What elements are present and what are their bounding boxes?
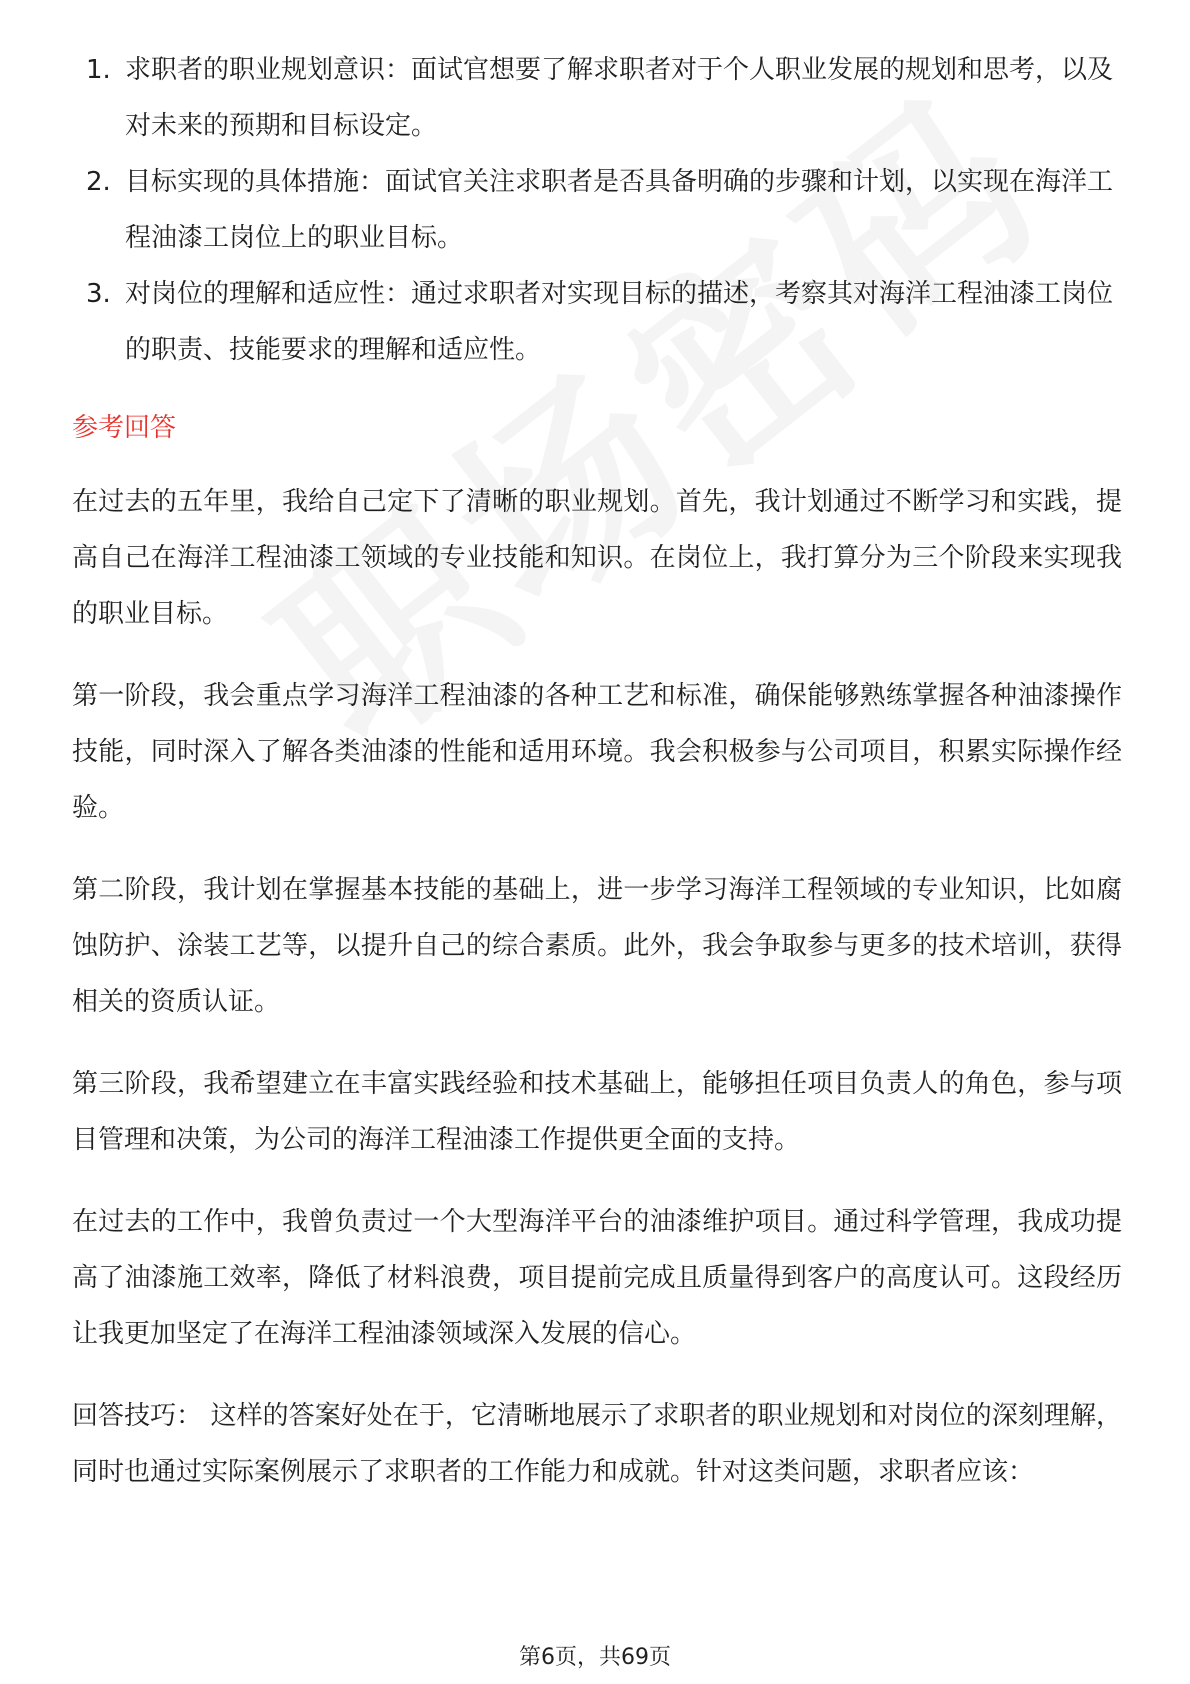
list-item-text: 对岗位的理解和适应性：通过求职者对实现目标的描述，考察其对海洋工程油漆工岗位的职责、技能要求的理解和适应性。 bbox=[125, 279, 1114, 365]
paragraph: 第一阶段，我会重点学习海洋工程油漆的各种工艺和标准，确保能够熟练掌握各种油漆操作技能，同时深入了解各类油漆的性能和适用环境。我会积极参与公司项目，积累实际操作经验。 bbox=[72, 681, 1122, 823]
section-title: 参考回答 bbox=[72, 413, 177, 443]
paragraph: 在过去的五年里，我给自己定下了清晰的职业规划。首先，我计划通过不断学习和实践，提高自己在海洋工程油漆工领域的专业技能和知识。在岗位上，我打算分为三个阶段来实现我的职业目标。 bbox=[72, 487, 1122, 629]
list-item bbox=[72, 42, 1122, 154]
list-item-text: 求职者的职业规划意识：面试官想要了解求职者对于个人职业发展的规划和思考，以及对未来的预期和目标设定。 bbox=[125, 55, 1114, 141]
list-item-number: 3. bbox=[86, 279, 111, 309]
list-item-number: 2. bbox=[86, 167, 111, 197]
paragraph: 回答技巧： 这样的答案好处在于，它清晰地展示了求职者的职业规划和对岗位的深刻理解，同时也通过实际案例展示了求职者的工作能力和成就。针对这类问题，求职者应该： bbox=[72, 1401, 1122, 1487]
paragraph: 第三阶段，我希望建立在丰富实践经验和技术基础上，能够担任项目负责人的角色，参与项目管理和决策，为公司的海洋工程油漆工作提供更全面的支持。 bbox=[72, 1069, 1122, 1155]
criteria-list bbox=[72, 42, 1122, 378]
paragraph: 第二阶段，我计划在掌握基本技能的基础上，进一步学习海洋工程领域的专业知识，比如腐蚀防护、涂装工艺等，以提升自己的综合素质。此外，我会争取参与更多的技术培训，获得相关的资质认证。 bbox=[72, 875, 1122, 1017]
list-item-text: 目标实现的具体措施：面试官关注求职者是否具备明确的步骤和计划，以实现在海洋工程油漆工岗位上的职业目标。 bbox=[125, 167, 1114, 253]
list-item-number: 1. bbox=[86, 55, 111, 85]
list-item bbox=[72, 266, 1122, 378]
list-item bbox=[72, 154, 1122, 266]
paragraph: 在过去的工作中，我曾负责过一个大型海洋平台的油漆维护项目。通过科学管理，我成功提高了油漆施工效率，降低了材料浪费，项目提前完成且质量得到客户的高度认可。这段经历让我更加坚定了在海洋工程油漆领域深入发展的信心。 bbox=[72, 1207, 1122, 1349]
page-number: 第6页，共69页 bbox=[519, 1645, 671, 1670]
page-content bbox=[72, 42, 1122, 1526]
